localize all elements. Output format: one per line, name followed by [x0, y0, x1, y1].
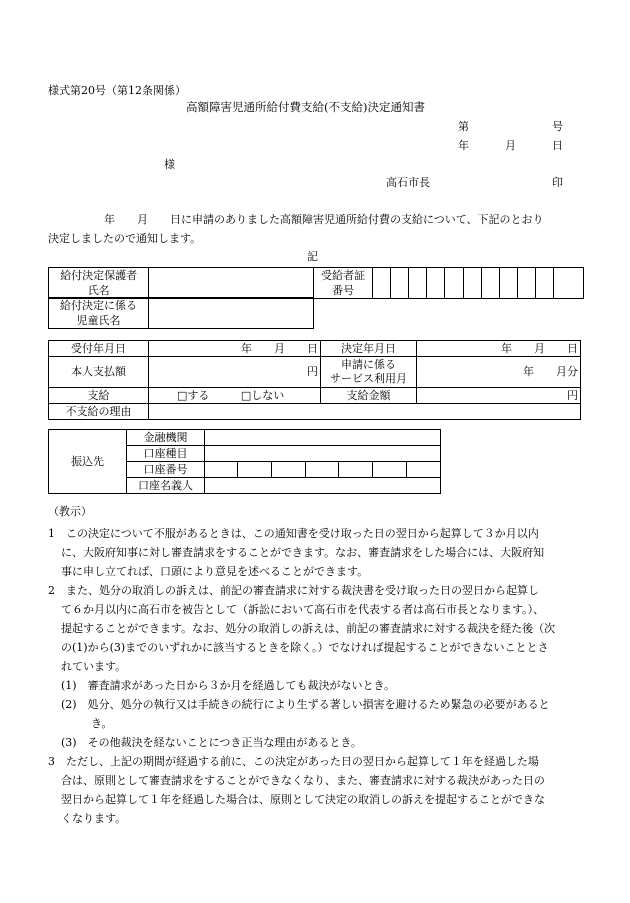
child-name-label: 給付決定に係る 児童氏名: [49, 298, 149, 329]
subitem-1: (1) 審査請求があった日から３か月を経過しても裁決がないとき。: [61, 679, 396, 692]
issuer-mayor: 高石市長: [386, 176, 430, 189]
recipient-digit-box[interactable]: [553, 268, 583, 299]
number-prefix: 第: [458, 120, 469, 133]
receipt-date-label: 受付年月日: [49, 341, 149, 357]
subitem-2-cont: き。: [91, 717, 113, 730]
account-holder-label: 口座名義人: [127, 478, 205, 494]
decision-date-label: 決定年月日: [321, 341, 417, 357]
recipient-digit-box[interactable]: [517, 268, 535, 299]
account-digit-box[interactable]: [272, 462, 306, 478]
account-number-label: 口座番号: [127, 462, 205, 478]
note-2: 2 また、処分の取消しの訴えは、前記の審査請求に対する裁決書を受け取った日の翌日から起算し て６か月以内に高石市を被告として（訴訟において高石市を代表する者は高石市長となります。）、 提起することができます。なお、処分の取消しの訴えは、前記の審査請求に対する裁決を経た後（次 の(1)から(3)までのいずれかに該当するときを除く。）でなければ提起することができないこととさ れています。: [48, 584, 556, 673]
intro-line-1: 年 月 日に申請のありました高額障害児通所給付費の支給について、下記のとおり: [104, 213, 544, 226]
account-digit-box[interactable]: [205, 462, 238, 478]
decision-table: [48, 340, 581, 420]
bank-field[interactable]: [205, 430, 441, 446]
service-month-field[interactable]: 年 月分: [417, 357, 581, 388]
shikyu-options: [149, 388, 321, 404]
payment-amount-field[interactable]: 円: [149, 357, 321, 388]
shikyu-yes-checkbox[interactable]: □する: [177, 388, 210, 402]
shikyu-no-checkbox[interactable]: □しない: [240, 388, 285, 402]
addressee-honorific: 様: [164, 158, 175, 171]
number-suffix: 号: [552, 120, 563, 133]
document-title: 高額障害児通所給付費支給(不支給)決定通知書: [186, 100, 425, 114]
notes-heading: （教示）: [48, 505, 92, 518]
note-1: 1 この決定について不服があるときは、この通知書を受け取った日の翌日から起算して３か月以内 に、大阪府知事に対し審査請求をすることができます。なお、審査請求をした場合には、大阪府知 事に申し立てれば、口頭により意見を述べることができます。: [48, 527, 545, 578]
ki-heading: 記: [307, 250, 318, 263]
shikyu-label: 支給: [49, 388, 149, 404]
recipient-digit-box[interactable]: [445, 268, 463, 299]
account-digit-box[interactable]: [339, 462, 373, 478]
recipient-digit-box[interactable]: [535, 268, 553, 299]
transfer-table: [48, 429, 441, 494]
recipient-number-label: 受給者証 番号: [313, 268, 372, 299]
child-table: [48, 297, 314, 329]
account-holder-field[interactable]: [205, 478, 441, 494]
recipient-digit-box[interactable]: [409, 268, 427, 299]
recipient-digit-box[interactable]: [463, 268, 481, 299]
receipt-date-field[interactable]: 年 月 日: [149, 341, 321, 357]
recipient-digit-box[interactable]: [391, 268, 409, 299]
note-2-subitems: [48, 676, 588, 752]
denial-reason-field[interactable]: [149, 404, 581, 420]
child-name-field[interactable]: [149, 298, 314, 329]
recipient-digit-box[interactable]: [427, 268, 445, 299]
date-month: 月: [505, 139, 516, 152]
account-type-field[interactable]: [205, 446, 441, 462]
date-day: 日: [552, 139, 563, 152]
recipient-digit-box[interactable]: [499, 268, 517, 299]
subitem-3: (3) その他裁決を経ないことにつき正当な理由があるとき。: [61, 736, 362, 749]
account-type-label: 口座種目: [127, 446, 205, 462]
guardian-name-label: 給付決定保護者 氏名: [49, 268, 149, 299]
recipient-digit-box[interactable]: [373, 268, 391, 299]
form-number: 様式第20号（第12条関係）: [48, 84, 186, 97]
intro-line-2: 決定しましたので通知します。: [48, 232, 202, 245]
payment-total-label: 支給金額: [321, 388, 417, 404]
subitem-2: (2) 処分、処分の執行又は手続きの続行により生ずる著しい損害を避けるため緊急の必要があると: [61, 698, 550, 711]
recipient-table: [48, 267, 584, 299]
transfer-label: 振込先: [49, 430, 127, 494]
bank-label: 金融機関: [127, 430, 205, 446]
note-3: 3 ただし、上記の期間が経過する前に、この決定があった日の翌日から起算して１年を経過した場 合は、原則として審査請求をすることができなくなり、また、審査請求に対する裁決があった日の 翌日から起算して１年を経過した場合は、原則として決定の取消しの訴えを提起することができな くなります。: [48, 755, 545, 825]
guardian-name-field[interactable]: [149, 268, 314, 299]
seal-mark: 印: [552, 176, 563, 189]
account-digit-box[interactable]: [407, 462, 441, 478]
service-month-label: 申請に係る サービス利用月: [321, 357, 417, 388]
recipient-digit-box[interactable]: [481, 268, 499, 299]
account-digit-box[interactable]: [306, 462, 339, 478]
date-year: 年: [458, 139, 469, 152]
account-digit-box[interactable]: [373, 462, 407, 478]
account-digit-box[interactable]: [238, 462, 272, 478]
decision-date-field[interactable]: 年 月 日: [417, 341, 581, 357]
payment-amount-label: 本人支払額: [49, 357, 149, 388]
payment-total-field[interactable]: 円: [417, 388, 581, 404]
denial-reason-label: 不支給の理由: [49, 404, 149, 420]
